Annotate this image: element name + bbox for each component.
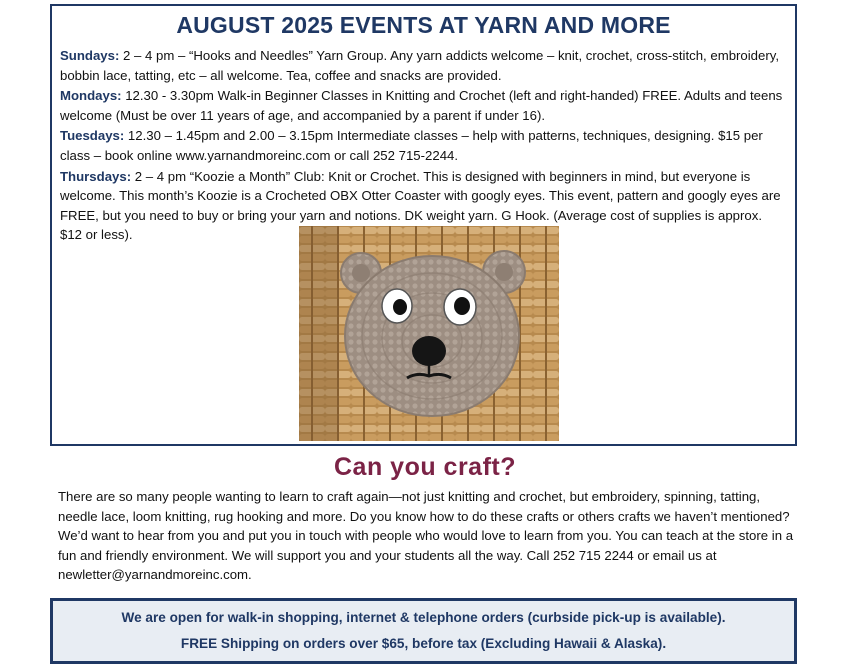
- otter-coaster-photo: [299, 226, 559, 441]
- otter-coaster-illustration: [299, 226, 559, 441]
- event-day: Mondays:: [60, 88, 122, 104]
- craft-heading: Can you craft?: [333, 453, 517, 481]
- event-day: Tuesdays:: [60, 128, 125, 144]
- event-sundays: [60, 46, 787, 85]
- footer-hours-line: We are open for walk-in shopping, internet & telephone orders (curbside pick-up is available).: [121, 610, 726, 625]
- event-mondays: [60, 86, 787, 125]
- event-tuesdays: [60, 126, 787, 165]
- event-description: 12.30 – 1.45pm and 2.00 – 3.15pm Intermediate classes – help with patterns, techniques, designing. $15 per class – book online www.yarnandmoreinc.com or call 252 715-2244.: [60, 128, 763, 163]
- event-description: 2 – 4 pm – “Hooks and Needles” Yarn Group. Any yarn addicts welcome – knit, crochet, cross-stitch, embroidery, bobbin lace, tatting, etc – all welcome. Tea, coffee and snacks are provided.: [60, 48, 780, 83]
- footer-banner: [50, 598, 797, 664]
- events-box: [50, 4, 797, 446]
- event-day: Thursdays:: [60, 168, 132, 184]
- events-title: AUGUST 2025 EVENTS AT YARN AND MORE: [176, 12, 671, 38]
- footer-shipping-line: FREE Shipping on orders over $65, before tax (Excluding Hawaii & Alaska).: [180, 636, 667, 651]
- craft-body: There are so many people wanting to learn to craft again—not just knitting and crochet, but embroidery, spinning, tatting, needle lace, loom knitting, rug hooking and more. Do you know how to do these crafts or others crafts we haven’t mentioned? We’d want to hear from you and put you in touch with people who would love to learn from you. You can teach at the store in a fun and friendly environment. We will support you and your students all the way. Call 252 715 2244 or email us at newletter@yarnandmoreinc.com.: [58, 489, 794, 582]
- event-description: 12.30 - 3.30pm Walk-in Beginner Classes in Knitting and Crochet (left and right-handed) FREE. Adults and teens welcome (Must be over 11 years of age, and accompanied by a parent if under 16).: [60, 88, 783, 123]
- event-description: 2 – 4 pm “Koozie a Month” Club: Knit or Crochet. This is designed with beginners in mind, but everyone is welcome. This month’s Koozie is a Crocheted OBX Otter Coaster with googly eyes. This event, pattern and googly eyes are FREE, but you need to buy or bring your yarn and notions. DK weight yarn. G Hook. (Average cost of supplies is approx. $12 or less).: [60, 168, 781, 243]
- event-day: Sundays:: [60, 48, 120, 63]
- events-list: [60, 46, 787, 246]
